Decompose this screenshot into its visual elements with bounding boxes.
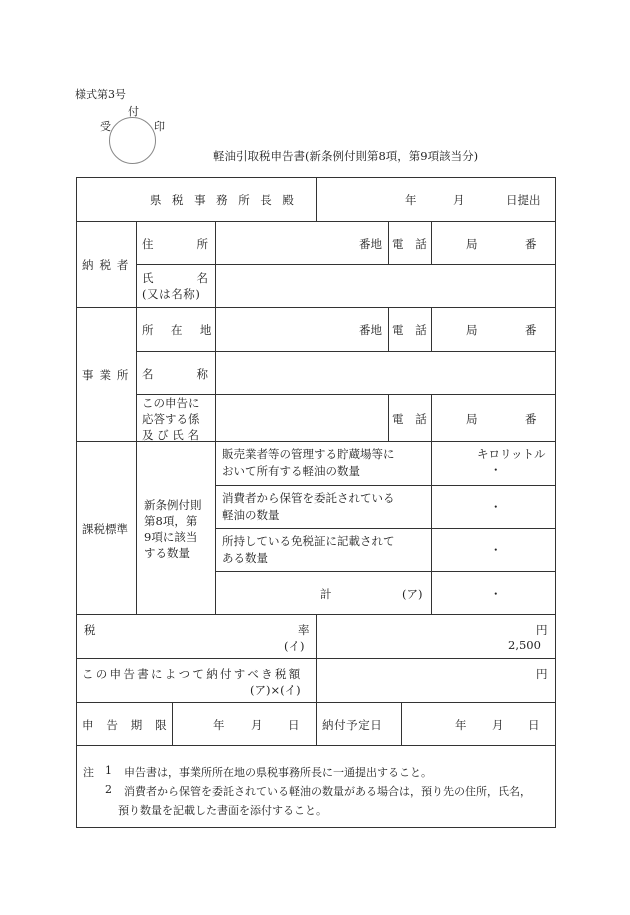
tax-base-section-label: 課税標準 — [82, 522, 128, 536]
submit-month: 月 — [453, 193, 465, 207]
scheduled-payment-label: 納付予定日 — [322, 718, 383, 732]
scheduled-year: 年 — [455, 718, 467, 732]
taxpayer-section-label: 納 税 者 — [82, 258, 130, 272]
taxpayer-ban: 番 — [525, 237, 537, 251]
document-title: 軽油引取税申告書(新条例付則第8項，第9項該当分) — [213, 149, 479, 163]
tax-amount-formula: (ア)×(イ) — [250, 683, 301, 697]
stamp-label-tsuke: 付 — [128, 105, 139, 118]
office-kyoku: 局 — [466, 323, 478, 337]
taxpayer-address-label: 住 所 — [142, 237, 208, 251]
addressee-label: 県 税 事 務 所 長 殿 — [150, 193, 298, 207]
note-1-text: 申告書は，事業所所在地の県税事務所長に一通提出すること。 — [124, 766, 432, 779]
tax-amount-label: この申告書によつて納付すべき税額 — [82, 667, 303, 681]
deadline-year: 年 — [213, 718, 225, 732]
taxpayer-name-field[interactable] — [216, 266, 555, 306]
taxpayer-banchi: 番地 — [359, 237, 382, 251]
rate-unit: 円 — [536, 623, 548, 637]
deadline-day: 日 — [288, 718, 300, 732]
tax-base-total-mark: (ア) — [402, 587, 423, 601]
notes-prefix: 注 — [83, 766, 94, 779]
submit-year: 年 — [405, 193, 417, 207]
note-2-number: 2 — [105, 783, 112, 796]
office-section-label: 事 業 所 — [82, 368, 130, 382]
tax-base-total-value[interactable]: ・ — [490, 587, 502, 601]
form-number: 様式第3号 — [75, 88, 126, 101]
contact-phone-label: 電 話 — [392, 412, 431, 426]
tax-base-item-value[interactable]: ・ — [490, 543, 502, 557]
office-phone-label: 電 話 — [392, 323, 431, 337]
rate-label: 税 — [84, 623, 96, 637]
contact-ban: 番 — [525, 412, 537, 426]
tax-base-item: 消費者から保管を委託されている 軽油の数量 — [222, 491, 395, 522]
taxpayer-name-label: 氏 名 — [142, 271, 208, 285]
stamp-label-in: 印 — [154, 120, 165, 133]
office-location-label: 所 在 地 — [142, 323, 219, 337]
tax-base-item: 販売業者等の管理する貯蔵場等に おいて所有する軽油の数量 — [222, 447, 395, 478]
note-2-text-line2: 預り数量を記載した書面を添付すること。 — [118, 804, 327, 817]
office-contact-field[interactable] — [216, 396, 388, 440]
tax-base-item: 所持している免税証に記載されて ある数量 — [222, 534, 395, 565]
scheduled-month: 月 — [492, 718, 504, 732]
scheduled-day: 日 — [528, 718, 540, 732]
tax-base-item-value[interactable]: ・ — [490, 463, 502, 477]
tax-base-unit: キロリットル — [477, 447, 546, 461]
taxpayer-kyoku: 局 — [466, 237, 478, 251]
deadline-month: 月 — [251, 718, 263, 732]
office-name-label: 名 称 — [142, 367, 208, 381]
office-ban: 番 — [525, 323, 537, 337]
tax-base-item-value[interactable]: ・ — [490, 500, 502, 514]
contact-kyoku: 局 — [466, 412, 478, 426]
taxpayer-name-sublabel: (又は名称) — [142, 287, 201, 301]
tax-base-total-label: 計 — [320, 587, 332, 601]
tax-base-sub-label: 新条例付則 第8項，第 9項に該当 する数量 — [144, 498, 202, 560]
tax-amount-field[interactable] — [318, 660, 554, 700]
rate-value: 2,500 — [508, 638, 541, 652]
submit-day: 日提出 — [506, 193, 541, 207]
note-1-number: 1 — [105, 764, 112, 777]
stamp-label-uke: 受 — [100, 120, 111, 133]
taxpayer-phone-label: 電 話 — [392, 237, 431, 251]
rate-label-right: 率 — [298, 623, 310, 637]
office-name-field[interactable] — [216, 353, 555, 393]
office-contact-label: この申告に 応答する係 及 び 氏 名 — [142, 396, 200, 442]
tax-amount-unit: 円 — [536, 667, 548, 681]
note-2-text-line1: 消費者から保管を委託されている軽油の数量がある場合は，預り先の住所，氏名， — [124, 785, 531, 798]
deadline-label: 申 告 期 限 — [82, 718, 172, 732]
rate-mark: (イ) — [284, 639, 305, 653]
office-banchi: 番地 — [359, 323, 382, 337]
